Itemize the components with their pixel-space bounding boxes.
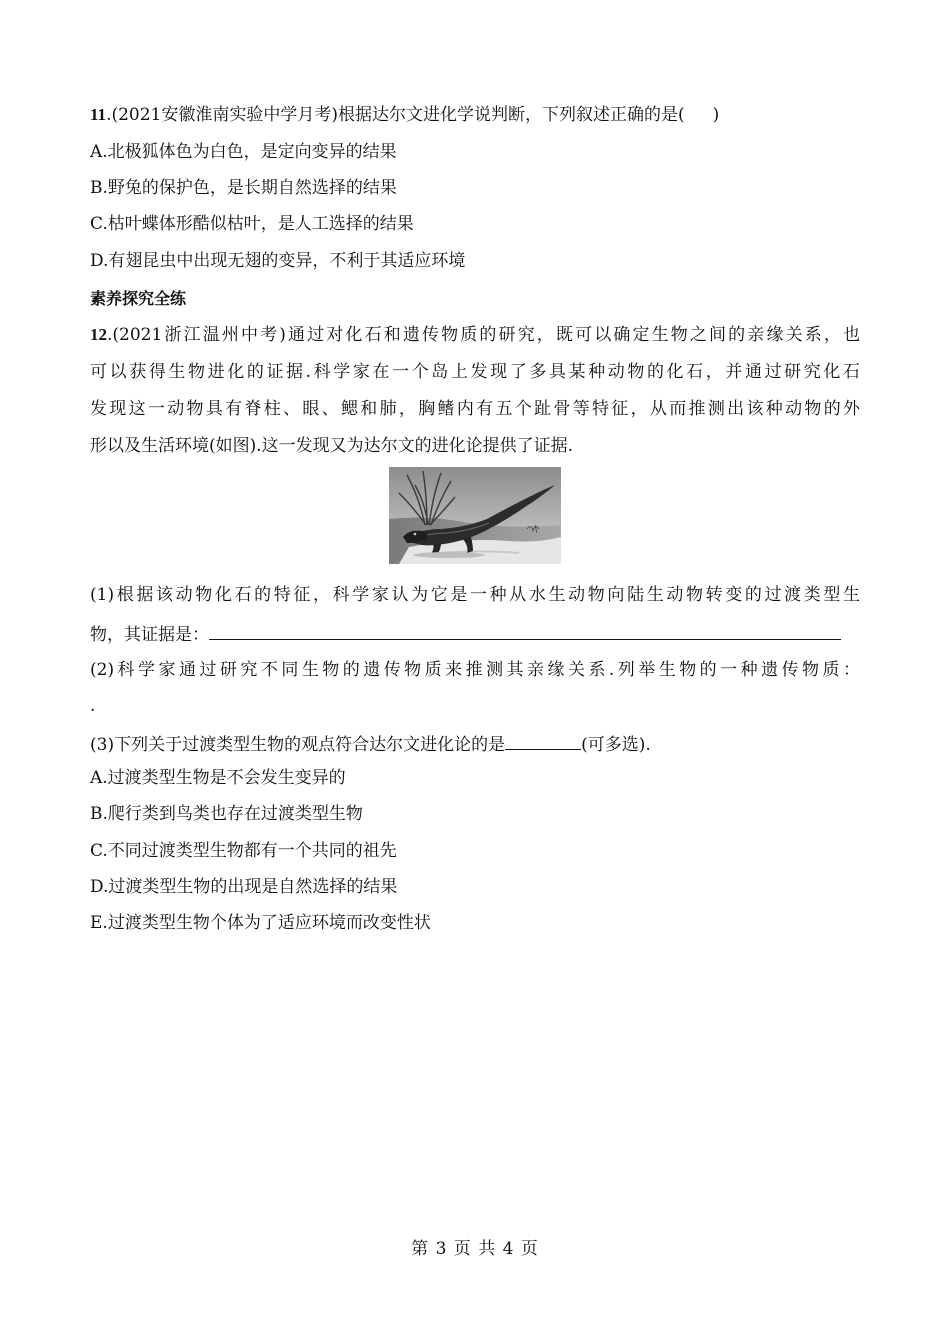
- q12-sub3-stem: [90, 731, 860, 756]
- q11-option-d: D.有翅昆虫中出现无翅的变异，不利于其适应环境: [90, 251, 466, 271]
- q12-sub3-option-c: C.不同过渡类型生物都有一个共同的祖先: [90, 841, 397, 861]
- q12-sub3-prefix: (3)下列关于过渡类型生物的观点符合达尔文进化论的是: [90, 735, 506, 755]
- q11-number: 11: [90, 105, 107, 124]
- fossil-animal-illustration: [389, 467, 561, 564]
- page-number-footer: 第 3 页 共 4 页: [411, 1239, 539, 1259]
- q12-stem-line-1: [90, 324, 860, 346]
- q12-sub1-line-1: (1)根据该动物化石的特征，科学家认为它是一种从水生动物向陆生动物转变的过渡类型生: [90, 585, 860, 605]
- q12-sub3-suffix: (可多选).: [581, 735, 651, 755]
- sub1-answer-blank[interactable]: [209, 621, 841, 640]
- q11-option-a: A.北极狐体色为白色，是定向变异的结果: [90, 142, 397, 162]
- q11-stem-text: .(2021安徽淮南实验中学月考)根据达尔文进化学说判断，下列叙述正确的是(: [106, 105, 685, 125]
- q12-sub1-line-2: [90, 621, 860, 646]
- q11-stem: [90, 104, 860, 126]
- q12-number: 12: [90, 325, 107, 344]
- q12-sub3-option-a: A.过渡类型生物是不会发生变异的: [90, 768, 346, 788]
- q12-sub2-line-1: (2)科学家通过研究不同生物的遗传物质来推测其亲缘关系.列举生物的一种遗传物质：: [90, 660, 860, 680]
- q12-stem-line-3: 发现这一动物具有脊柱、眼、鳃和肺，胸鳍内有五个趾骨等特征，从而推测出该种动物的外: [90, 399, 860, 419]
- q12-sub2-line-2: .: [90, 696, 96, 716]
- q11-option-b: B.野兔的保护色，是长期自然选择的结果: [90, 178, 397, 198]
- q11-option-c: C.枯叶蝶体形酷似枯叶，是人工选择的结果: [90, 214, 414, 234]
- q12-stem-line-4: 形以及生活环境(如图).这一发现又为达尔文的进化论提供了证据.: [90, 436, 574, 456]
- q12-stem-text-1: .(2021浙江温州中考)通过对化石和遗传物质的研究，既可以确定生物之间的亲缘关系，也: [107, 325, 860, 345]
- q12-sub1-prompt: 物，其证据是：: [90, 625, 209, 645]
- section-title: 素养探究全练: [90, 289, 187, 308]
- q12-stem-line-2: 可以获得生物进化的证据.科学家在一个岛上发现了多具某种动物的化石，并通过研究化石: [90, 362, 860, 382]
- q12-sub3-option-b: B.爬行类到鸟类也存在过渡类型生物: [90, 804, 363, 824]
- q12-sub3-option-e: E.过渡类型生物个体为了适应环境而改变性状: [90, 913, 431, 933]
- q12-sub3-option-d: D.过渡类型生物的出现是自然选择的结果: [90, 877, 398, 897]
- q11-paren-close: ): [712, 105, 720, 125]
- sub3-answer-blank[interactable]: [505, 731, 581, 750]
